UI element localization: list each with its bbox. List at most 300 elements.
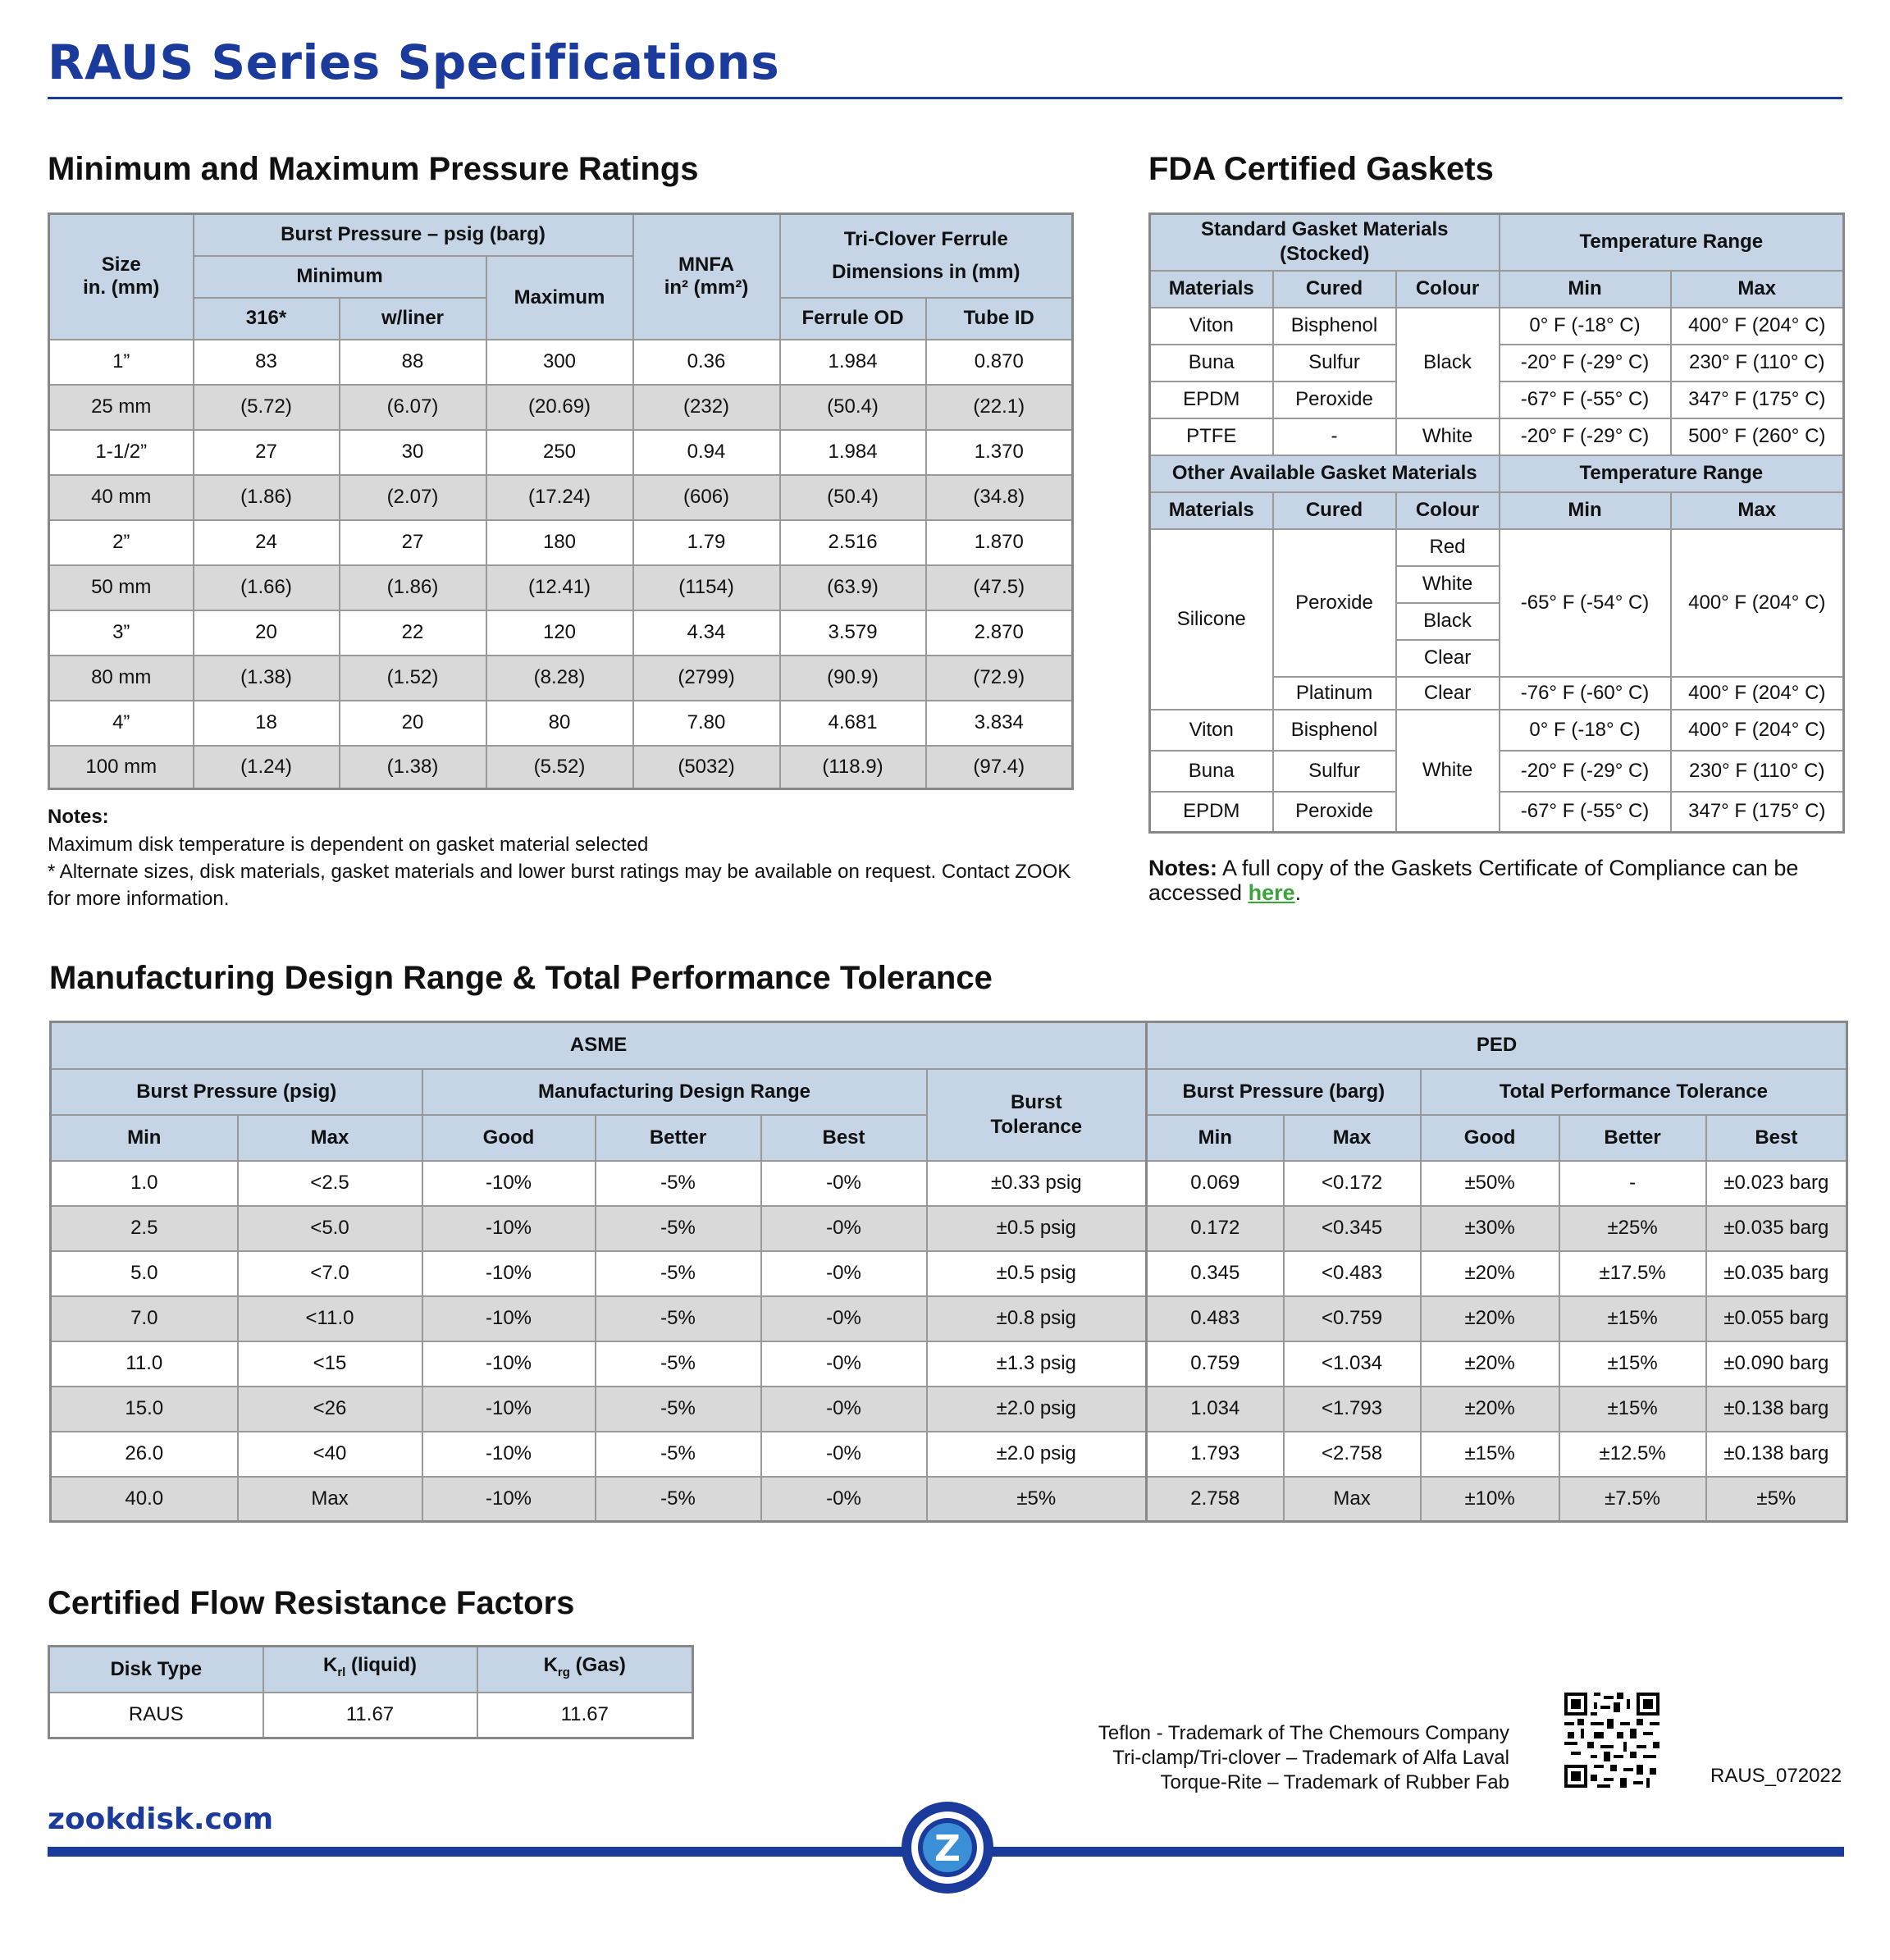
table-row <box>49 565 1073 610</box>
cell: 27 <box>340 520 486 565</box>
cell: -10% <box>422 1296 596 1341</box>
cell: (97.4) <box>926 746 1073 789</box>
cell: (34.8) <box>926 475 1073 520</box>
cell: (6.07) <box>340 385 486 430</box>
cell: -0% <box>761 1341 927 1387</box>
h-minimum: Minimum <box>194 256 486 298</box>
cell: -5% <box>596 1161 761 1206</box>
cell: 11.67 <box>477 1693 693 1738</box>
table-row <box>51 1296 1847 1341</box>
cell: (22.1) <box>926 385 1073 430</box>
cell: 347° F (175° C) <box>1671 792 1844 833</box>
cell: ±5% <box>927 1477 1147 1522</box>
cell: <0.345 <box>1284 1206 1421 1251</box>
trademarks <box>1017 1721 1509 1795</box>
cell: (72.9) <box>926 656 1073 701</box>
h-cured: Cured <box>1273 271 1396 308</box>
cell: ±20% <box>1421 1341 1559 1387</box>
cell: -20° F (-29° C) <box>1500 345 1671 381</box>
fda-table <box>1148 212 1845 834</box>
cell: Viton <box>1150 710 1273 751</box>
cell: 7.0 <box>51 1296 238 1341</box>
cell: 22 <box>340 610 486 656</box>
h-burst: Burst Pressure – psig (barg) <box>194 214 633 256</box>
fda-notes <box>1148 856 1842 905</box>
h-good: Good <box>422 1115 596 1161</box>
cell: 1.984 <box>780 340 926 385</box>
cell: (50.4) <box>780 385 926 430</box>
cell: Platinum <box>1273 677 1396 710</box>
cell: 180 <box>486 520 633 565</box>
cell: 0.870 <box>926 340 1073 385</box>
cell: 500° F (260° C) <box>1671 418 1844 455</box>
cell: 20 <box>194 610 340 656</box>
cell: (20.69) <box>486 385 633 430</box>
cell: ±15% <box>1559 1296 1706 1341</box>
fda-notes-label: Notes: <box>1148 856 1218 880</box>
cell: -0% <box>761 1251 927 1296</box>
cell: - <box>1273 418 1396 455</box>
h-colour: Colour <box>1396 492 1500 529</box>
cell: Peroxide <box>1273 792 1396 833</box>
cell: ±5% <box>1706 1477 1847 1522</box>
cell: ±20% <box>1421 1251 1559 1296</box>
h-best: Best <box>761 1115 927 1161</box>
flow-heading: Certified Flow Resistance Factors <box>48 1585 575 1621</box>
cell: PTFE <box>1150 418 1273 455</box>
cell: 26.0 <box>51 1432 238 1477</box>
table-row <box>51 1477 1847 1522</box>
cell: 88 <box>340 340 486 385</box>
h-tpt: Total Performance Tolerance <box>1421 1069 1847 1115</box>
kr-sub: rl <box>337 1665 346 1680</box>
cell: ±15% <box>1559 1387 1706 1432</box>
cell: -0% <box>761 1387 927 1432</box>
h-min: Min <box>1147 1115 1284 1161</box>
cell: ±0.138 barg <box>1706 1387 1847 1432</box>
cell: 3” <box>49 610 194 656</box>
cell: 0° F (-18° C) <box>1500 710 1671 751</box>
cell: Sulfur <box>1273 345 1396 381</box>
cell: ±0.055 barg <box>1706 1296 1847 1341</box>
cell: Peroxide <box>1273 381 1396 418</box>
qr-code-icon[interactable] <box>1564 1692 1659 1789</box>
cell: (1154) <box>633 565 780 610</box>
cell: (2.07) <box>340 475 486 520</box>
cell: 0.172 <box>1147 1206 1284 1251</box>
pressure-heading: Minimum and Maximum Pressure Ratings <box>48 151 699 187</box>
cell: 0.94 <box>633 430 780 475</box>
h-tube-id: Tube ID <box>926 298 1073 340</box>
cell: ±0.035 barg <box>1706 1251 1847 1296</box>
cell: 1” <box>49 340 194 385</box>
h-burst-barg: Burst Pressure (barg) <box>1147 1069 1421 1115</box>
cell: 250 <box>486 430 633 475</box>
cell: 400° F (204° C) <box>1671 710 1844 751</box>
logo-letter: Z <box>934 1828 961 1870</box>
cell: <0.483 <box>1284 1251 1421 1296</box>
cell: 100 mm <box>49 746 194 789</box>
cell: ±20% <box>1421 1296 1559 1341</box>
h-max: Max <box>238 1115 422 1161</box>
cell: 2.870 <box>926 610 1073 656</box>
cell: ±0.5 psig <box>927 1206 1147 1251</box>
h-standard: Standard Gasket Materials (Stocked) <box>1150 214 1500 271</box>
cell: (1.66) <box>194 565 340 610</box>
h-materials: Materials <box>1150 492 1273 529</box>
h-mdr: Manufacturing Design Range <box>422 1069 927 1115</box>
cell: 27 <box>194 430 340 475</box>
cell: Bisphenol <box>1273 308 1396 345</box>
table-row <box>49 340 1073 385</box>
h-ferrule-od: Ferrule OD <box>780 298 926 340</box>
cell: 0° F (-18° C) <box>1500 308 1671 345</box>
cell: <15 <box>238 1341 422 1387</box>
cell: (232) <box>633 385 780 430</box>
cell-sil-max: 400° F (204° C) <box>1671 529 1844 677</box>
cell: ±7.5% <box>1559 1477 1706 1522</box>
table-row <box>49 746 1073 789</box>
cell: (90.9) <box>780 656 926 701</box>
h-colour: Colour <box>1396 271 1500 308</box>
cell: -10% <box>422 1432 596 1477</box>
cell: EPDM <box>1150 792 1273 833</box>
h-min: Min <box>51 1115 238 1161</box>
cell: ±0.33 psig <box>927 1161 1147 1206</box>
cell: 1.984 <box>780 430 926 475</box>
cell: ±15% <box>1421 1432 1559 1477</box>
table-row <box>51 1161 1847 1206</box>
cell: 4” <box>49 701 194 746</box>
cell: 1-1/2” <box>49 430 194 475</box>
certificate-link[interactable]: here <box>1248 880 1295 905</box>
cell: - <box>1559 1161 1706 1206</box>
cell: (1.38) <box>340 746 486 789</box>
table-row <box>49 385 1073 430</box>
h-max: Max <box>1671 271 1844 308</box>
cell: 400° F (204° C) <box>1671 308 1844 345</box>
cell: (1.86) <box>340 565 486 610</box>
cell: 0.069 <box>1147 1161 1284 1206</box>
cell-sil-min: -65° F (-54° C) <box>1500 529 1671 677</box>
cell: <2.5 <box>238 1161 422 1206</box>
h-min: Min <box>1500 492 1671 529</box>
table-row <box>49 701 1073 746</box>
cell: ±0.138 barg <box>1706 1432 1847 1477</box>
cell: <11.0 <box>238 1296 422 1341</box>
table-row <box>49 610 1073 656</box>
cell: <0.759 <box>1284 1296 1421 1341</box>
cell: -67° F (-55° C) <box>1500 381 1671 418</box>
cell: 30 <box>340 430 486 475</box>
cell: (63.9) <box>780 565 926 610</box>
pressure-notes <box>48 803 1073 912</box>
cell: <7.0 <box>238 1251 422 1296</box>
cell: -10% <box>422 1387 596 1432</box>
page-title: RAUS Series Specifications <box>48 34 780 90</box>
h-316: 316* <box>194 298 340 340</box>
cell: -0% <box>761 1296 927 1341</box>
cell: (1.52) <box>340 656 486 701</box>
cell: 2” <box>49 520 194 565</box>
trademark-2: Tri-clamp/Tri-clover – Trademark of Alfa Laval <box>1112 1747 1509 1769</box>
h-better: Better <box>596 1115 761 1161</box>
cell: 83 <box>194 340 340 385</box>
note-2: * Alternate sizes, disk materials, gasket materials and lower burst ratings may be available on request. Contact ZOOK for more information. <box>48 861 1071 910</box>
cell: 0.345 <box>1147 1251 1284 1296</box>
h-disk-type: Disk Type <box>49 1647 263 1693</box>
cell: 40.0 <box>51 1477 238 1522</box>
cell: -10% <box>422 1206 596 1251</box>
kg-sub: rg <box>557 1665 570 1680</box>
cell: ±30% <box>1421 1206 1559 1251</box>
cell: (5.72) <box>194 385 340 430</box>
cell: 4.681 <box>780 701 926 746</box>
h-wliner: w/liner <box>340 298 486 340</box>
cell: -67° F (-55° C) <box>1500 792 1671 833</box>
cell: (606) <box>633 475 780 520</box>
cell: 300 <box>486 340 633 385</box>
cell: Bisphenol <box>1273 710 1396 751</box>
table-row <box>51 1341 1847 1387</box>
cell: 3.834 <box>926 701 1073 746</box>
cell: (1.38) <box>194 656 340 701</box>
cell: (118.9) <box>780 746 926 789</box>
cell: Viton <box>1150 308 1273 345</box>
cell: (5.52) <box>486 746 633 789</box>
mfg-table <box>49 1021 1848 1523</box>
pressure-table <box>48 212 1074 790</box>
kr-k: K <box>323 1654 338 1677</box>
cell: 2.516 <box>780 520 926 565</box>
h-kr-liquid <box>263 1647 477 1693</box>
cell-black: Black <box>1396 308 1500 418</box>
h-good: Good <box>1421 1115 1559 1161</box>
cell: -5% <box>596 1251 761 1296</box>
note-1: Maximum disk temperature is dependent on gasket material selected <box>48 834 649 856</box>
cell: <1.793 <box>1284 1387 1421 1432</box>
cell: Clear <box>1396 640 1500 677</box>
h-max: Max <box>1284 1115 1421 1161</box>
cell: (50.4) <box>780 475 926 520</box>
cell: -5% <box>596 1296 761 1341</box>
h-mnfa <box>633 214 780 340</box>
h-min: Min <box>1500 271 1671 308</box>
cell: ±50% <box>1421 1161 1559 1206</box>
h-burst-tol: Burst Tolerance <box>927 1069 1147 1161</box>
cell: -76° F (-60° C) <box>1500 677 1671 710</box>
table-row <box>51 1387 1847 1432</box>
cell: ±20% <box>1421 1387 1559 1432</box>
cell: 2.758 <box>1147 1477 1284 1522</box>
cell: ±0.023 barg <box>1706 1161 1847 1206</box>
h-size: Size in. (mm) <box>49 214 194 340</box>
cell: <0.172 <box>1284 1161 1421 1206</box>
cell: Red <box>1396 529 1500 566</box>
cell: -10% <box>422 1477 596 1522</box>
cell: 11.0 <box>51 1341 238 1387</box>
cell: 2.5 <box>51 1206 238 1251</box>
h-better: Better <box>1559 1115 1706 1161</box>
cell: 0.483 <box>1147 1296 1284 1341</box>
cell: 40 mm <box>49 475 194 520</box>
cell: 25 mm <box>49 385 194 430</box>
cell: 15.0 <box>51 1387 238 1432</box>
cell: 1.79 <box>633 520 780 565</box>
h-asme: ASME <box>51 1022 1147 1069</box>
cell: 0.759 <box>1147 1341 1284 1387</box>
cell: RAUS <box>49 1693 263 1738</box>
cell: -0% <box>761 1477 927 1522</box>
cell: <1.034 <box>1284 1341 1421 1387</box>
h-other: Other Available Gasket Materials <box>1150 455 1500 492</box>
cell: ±10% <box>1421 1477 1559 1522</box>
cell: (8.28) <box>486 656 633 701</box>
cell: 1.370 <box>926 430 1073 475</box>
website-link[interactable]: zookdisk.com <box>48 1802 274 1836</box>
cell: 3.579 <box>780 610 926 656</box>
h-temp-other: Temperature Range <box>1500 455 1844 492</box>
cell: <26 <box>238 1387 422 1432</box>
cell: ±15% <box>1559 1341 1706 1387</box>
cell: Clear <box>1396 677 1500 710</box>
kg-k: K <box>543 1654 558 1677</box>
cell: 80 <box>486 701 633 746</box>
cell-white: White <box>1396 710 1500 833</box>
cell: Max <box>238 1477 422 1522</box>
flow-table <box>48 1645 694 1739</box>
cell: 7.80 <box>633 701 780 746</box>
h-cured: Cured <box>1273 492 1396 529</box>
cell: 18 <box>194 701 340 746</box>
cell: ±0.5 psig <box>927 1251 1147 1296</box>
cell: Buna <box>1150 751 1273 792</box>
cell: 230° F (110° C) <box>1671 751 1844 792</box>
cell: 5.0 <box>51 1251 238 1296</box>
cell: ±1.3 psig <box>927 1341 1147 1387</box>
cell: 0.36 <box>633 340 780 385</box>
cell: -5% <box>596 1206 761 1251</box>
cell: (17.24) <box>486 475 633 520</box>
h-ped: PED <box>1147 1022 1847 1069</box>
cell: Buna <box>1150 345 1273 381</box>
cell: ±0.090 barg <box>1706 1341 1847 1387</box>
table-row <box>49 520 1073 565</box>
cell: -5% <box>596 1477 761 1522</box>
cell: 1.034 <box>1147 1387 1284 1432</box>
cell: (1.24) <box>194 746 340 789</box>
cell: 11.67 <box>263 1693 477 1738</box>
table-row <box>49 430 1073 475</box>
cell: -10% <box>422 1251 596 1296</box>
cell: White <box>1396 418 1500 455</box>
title-rule <box>48 97 1842 99</box>
h-burst-psig: Burst Pressure (psig) <box>51 1069 422 1115</box>
cell: 1.870 <box>926 520 1073 565</box>
kg-rest: (Gas) <box>569 1654 626 1677</box>
cell: 1.793 <box>1147 1432 1284 1477</box>
cell: ±17.5% <box>1559 1251 1706 1296</box>
cell: -10% <box>422 1161 596 1206</box>
cell: -0% <box>761 1432 927 1477</box>
kr-rest: (liquid) <box>345 1654 417 1677</box>
cell: EPDM <box>1150 381 1273 418</box>
h-best: Best <box>1706 1115 1847 1161</box>
cell: 400° F (204° C) <box>1671 677 1844 710</box>
cell: ±12.5% <box>1559 1432 1706 1477</box>
cell: (2799) <box>633 656 780 701</box>
h-kr-gas <box>477 1647 693 1693</box>
cell: -10% <box>422 1341 596 1387</box>
cell: -5% <box>596 1387 761 1432</box>
cell: 4.34 <box>633 610 780 656</box>
cell: <5.0 <box>238 1206 422 1251</box>
trademark-3: Torque-Rite – Trademark of Rubber Fab <box>1160 1771 1509 1793</box>
table-row <box>49 656 1073 701</box>
h-temp-std: Temperature Range <box>1500 214 1844 271</box>
zook-logo-icon <box>900 1800 995 1895</box>
h-ferrule: Tri-Clover Ferrule Dimensions in (mm) <box>780 214 1073 298</box>
cell: 1.0 <box>51 1161 238 1206</box>
cell: Sulfur <box>1273 751 1396 792</box>
h-maximum: Maximum <box>486 256 633 340</box>
cell: 347° F (175° C) <box>1671 381 1844 418</box>
h-materials: Materials <box>1150 271 1273 308</box>
cell: (1.86) <box>194 475 340 520</box>
trademark-1: Teflon - Trademark of The Chemours Company <box>1098 1722 1509 1744</box>
table-row <box>51 1206 1847 1251</box>
table-row <box>51 1432 1847 1477</box>
cell: (5032) <box>633 746 780 789</box>
cell-sil-peroxide: Peroxide <box>1273 529 1396 677</box>
mfg-heading: Manufacturing Design Range & Total Performance Tolerance <box>49 960 993 996</box>
cell: 230° F (110° C) <box>1671 345 1844 381</box>
cell: 24 <box>194 520 340 565</box>
cell: 120 <box>486 610 633 656</box>
cell: ±2.0 psig <box>927 1387 1147 1432</box>
cell: ±0.8 psig <box>927 1296 1147 1341</box>
cell: (12.41) <box>486 565 633 610</box>
cell-silicone: Silicone <box>1150 529 1273 710</box>
cell: Black <box>1396 603 1500 640</box>
fda-heading: FDA Certified Gaskets <box>1148 151 1494 187</box>
cell: -5% <box>596 1341 761 1387</box>
cell: -0% <box>761 1206 927 1251</box>
table-row <box>49 475 1073 520</box>
cell: ±25% <box>1559 1206 1706 1251</box>
cell: -20° F (-29° C) <box>1500 418 1671 455</box>
h-max: Max <box>1671 492 1844 529</box>
cell: -5% <box>596 1432 761 1477</box>
fda-notes-end: . <box>1294 880 1302 905</box>
fda-notes-text: A full copy of the Gaskets Certificate of Compliance can be accessed <box>1148 856 1799 905</box>
cell: -0% <box>761 1161 927 1206</box>
cell: 50 mm <box>49 565 194 610</box>
table-row <box>51 1251 1847 1296</box>
cell: (47.5) <box>926 565 1073 610</box>
cell: White <box>1396 566 1500 603</box>
notes-label: Notes: <box>48 806 109 828</box>
cell: ±0.035 barg <box>1706 1206 1847 1251</box>
cell: ±2.0 psig <box>927 1432 1147 1477</box>
cell: 80 mm <box>49 656 194 701</box>
doc-code: RAUS_072022 <box>1710 1765 1842 1787</box>
h-mnfa-unit: in² (mm²) <box>664 276 749 299</box>
cell: <40 <box>238 1432 422 1477</box>
cell: <2.758 <box>1284 1432 1421 1477</box>
cell: Max <box>1284 1477 1421 1522</box>
cell: 20 <box>340 701 486 746</box>
